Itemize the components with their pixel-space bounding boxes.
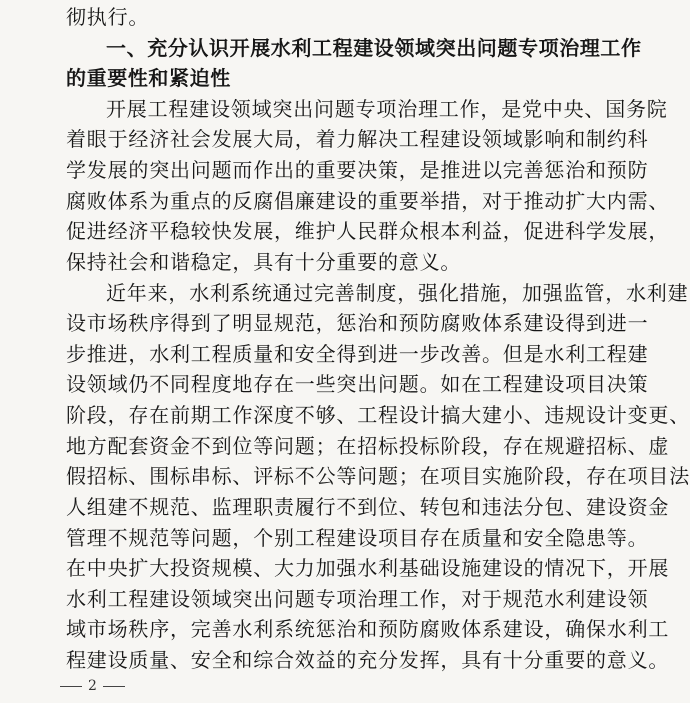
paragraph-1-line: 腐败体系为重点的反腐倡廉建设的重要举措，对于推动扩大内需、 (66, 189, 670, 213)
paragraph-1-line: 保持社会和谐稳定，具有十分重要的意义。 (66, 250, 462, 274)
paragraph-2-line: 管理不规范等问题，个别工程建设项目存在质量和安全隐患等。 (66, 526, 649, 550)
paragraph-2-line: 近年来，水利系统通过完善制度，强化措施，加强监管，水利建 (106, 281, 689, 305)
text-line: 彻执行。 (66, 5, 150, 29)
paragraph-2-line: 域市场秩序，完善水利系统惩治和预防腐败体系建设，确保水利工 (66, 617, 670, 641)
paragraph-1-line: 着眼于经济社会发展大局，着力解决工程建设领域影响和制约科 (66, 127, 649, 151)
paragraph-1-line: 促进经济平稳较快发展，维护人民群众根本利益，促进科学发展， (66, 219, 670, 243)
page-number: 2 (88, 678, 97, 694)
paragraph-2-line: 程建设质量、安全和综合效益的充分发挥，具有十分重要的意义。 (66, 648, 670, 672)
paragraph-2-line: 步推进，水利工程质量和安全得到进一步改善。但是水利工程建 (66, 342, 649, 366)
section-heading-continued: 的重要性和紧迫性 (66, 66, 231, 90)
paragraph-2-line: 地方配套资金不到位等问题；在招标投标阶段，存在规避招标、虚 (66, 434, 670, 458)
footer-dash-left (60, 686, 82, 687)
paragraph-2-line: 人组建不规范、监理职责履行不到位、转包和违法分包、建设资金 (66, 495, 670, 519)
paragraph-2-line: 在中央扩大投资规模、大力加强水利基础设施建设的情况下，开展 (66, 556, 670, 580)
section-heading: 一、充分认识开展水利工程建设领域突出问题专项治理工作 (106, 36, 642, 60)
paragraph-2-line: 假招标、围标串标、评标不公等问题；在项目实施阶段，存在项目法 (66, 464, 690, 488)
paragraph-2-line: 设领域仍不同程度地存在一些突出问题。如在工程建设项目决策 (66, 372, 649, 396)
footer-dash-right (103, 686, 125, 687)
page-footer (60, 678, 125, 694)
paragraph-1-line: 学发展的突出问题而作出的重要决策，是推进以完善惩治和预防 (66, 158, 649, 182)
paragraph-2-line: 阶段，存在前期工作深度不够、工程设计搞大建小、违规设计变更、 (66, 403, 690, 427)
paragraph-2-line: 设市场秩序得到了明显规范，惩治和预防腐败体系建设得到进一 (66, 311, 649, 335)
paragraph-1-line: 开展工程建设领域突出问题专项治理工作，是党中央、国务院 (106, 97, 668, 121)
paragraph-2-line: 水利工程建设领域突出问题专项治理工作，对于规范水利建设领 (66, 587, 649, 611)
